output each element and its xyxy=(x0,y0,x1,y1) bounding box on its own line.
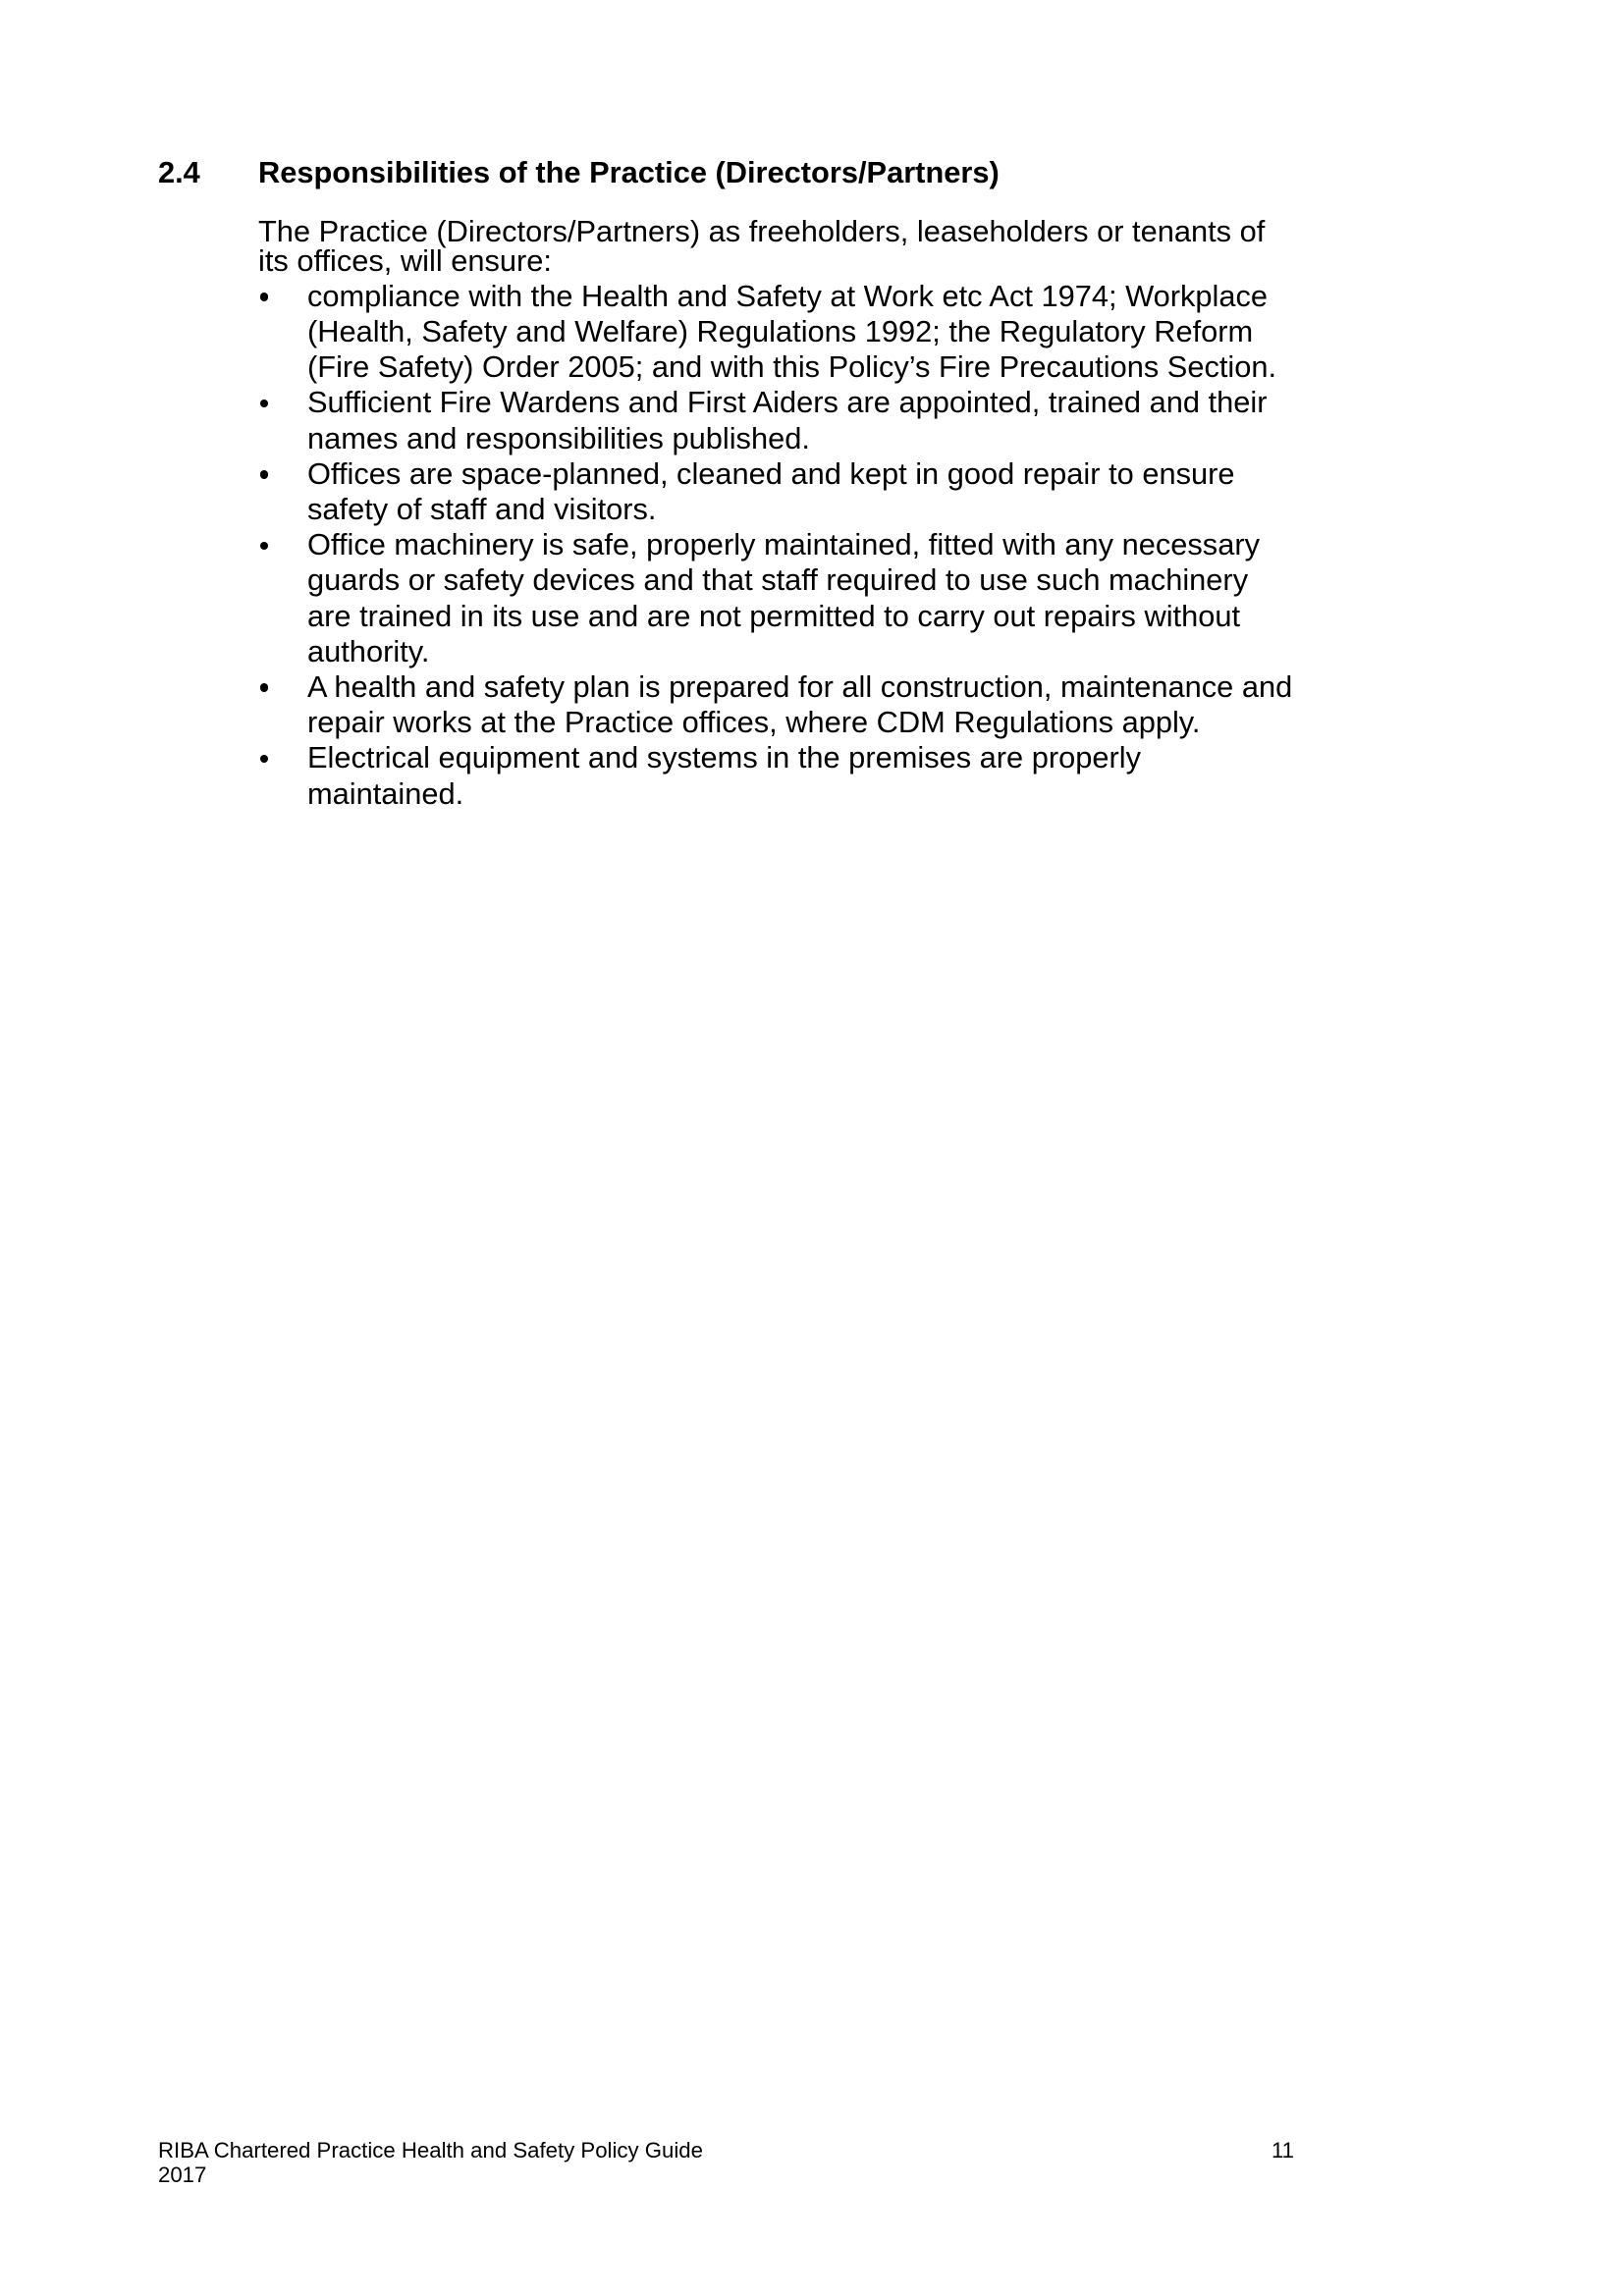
list-item-line: Office machinery is safe, properly maintained, fitted with any necessary xyxy=(307,527,1260,562)
intro-line: its offices, will ensure: xyxy=(258,242,552,278)
bullet-icon xyxy=(260,755,269,764)
list-item-line: safety of staff and visitors. xyxy=(307,491,657,526)
list-item-line: (Health, Safety and Welfare) Regulations 1992; the Regulatory Reform xyxy=(307,313,1254,348)
intro-line: The Practice (Directors/Partners) as freeholders, leaseholders or tenants of xyxy=(258,213,1266,248)
responsibilities-list xyxy=(258,279,1292,812)
list-item-line: names and responsibilities published. xyxy=(307,420,810,455)
list-item-line: authority. xyxy=(307,633,430,668)
bullet-icon xyxy=(260,542,269,551)
bullet-icon xyxy=(260,293,269,301)
bullet-icon xyxy=(260,400,269,408)
list-item-line: maintained. xyxy=(307,775,464,811)
list-item-line: A health and safety plan is prepared for all construction, maintenance and xyxy=(307,668,1293,704)
footer-document-title: RIBA Chartered Practice Health and Safety Policy Guide xyxy=(158,2137,703,2163)
list-item-line: repair works at the Practice offices, where CDM Regulations apply. xyxy=(307,705,1201,740)
bullet-icon xyxy=(260,683,269,692)
bullet-icon xyxy=(260,470,269,479)
list-item-line: are trained in its use and are not permitted to carry out repairs without xyxy=(307,598,1241,633)
list-item xyxy=(258,279,1292,386)
footer xyxy=(158,2138,703,2188)
list-item-line: Offices are space-planned, cleaned and kept in good repair to ensure xyxy=(307,455,1235,491)
list-item-line: Sufficient Fire Wardens and First Aiders are appointed, trained and their xyxy=(307,385,1268,420)
list-item-line: compliance with the Health and Safety at Work etc Act 1974; Workplace xyxy=(307,278,1269,313)
list-item xyxy=(258,527,1292,669)
page-number: 11 xyxy=(1271,2137,1294,2163)
list-item-line: Electrical equipment and systems in the premises are properly xyxy=(307,740,1142,775)
list-item-line: (Fire Safety) Order 2005; and with this Policy’s Fire Precautions Section. xyxy=(307,349,1277,385)
list-item-line: guards or safety devices and that staff required to use such machinery xyxy=(307,562,1249,598)
list-item xyxy=(258,669,1292,740)
section-title: Responsibilities of the Practice (Directors/Partners) xyxy=(258,154,1000,189)
intro-paragraph xyxy=(258,213,1266,278)
list-item xyxy=(258,385,1292,455)
list-item xyxy=(258,456,1292,527)
footer-year: 2017 xyxy=(158,2163,207,2188)
section-number: 2.4 xyxy=(158,154,200,189)
list-item xyxy=(258,740,1292,811)
